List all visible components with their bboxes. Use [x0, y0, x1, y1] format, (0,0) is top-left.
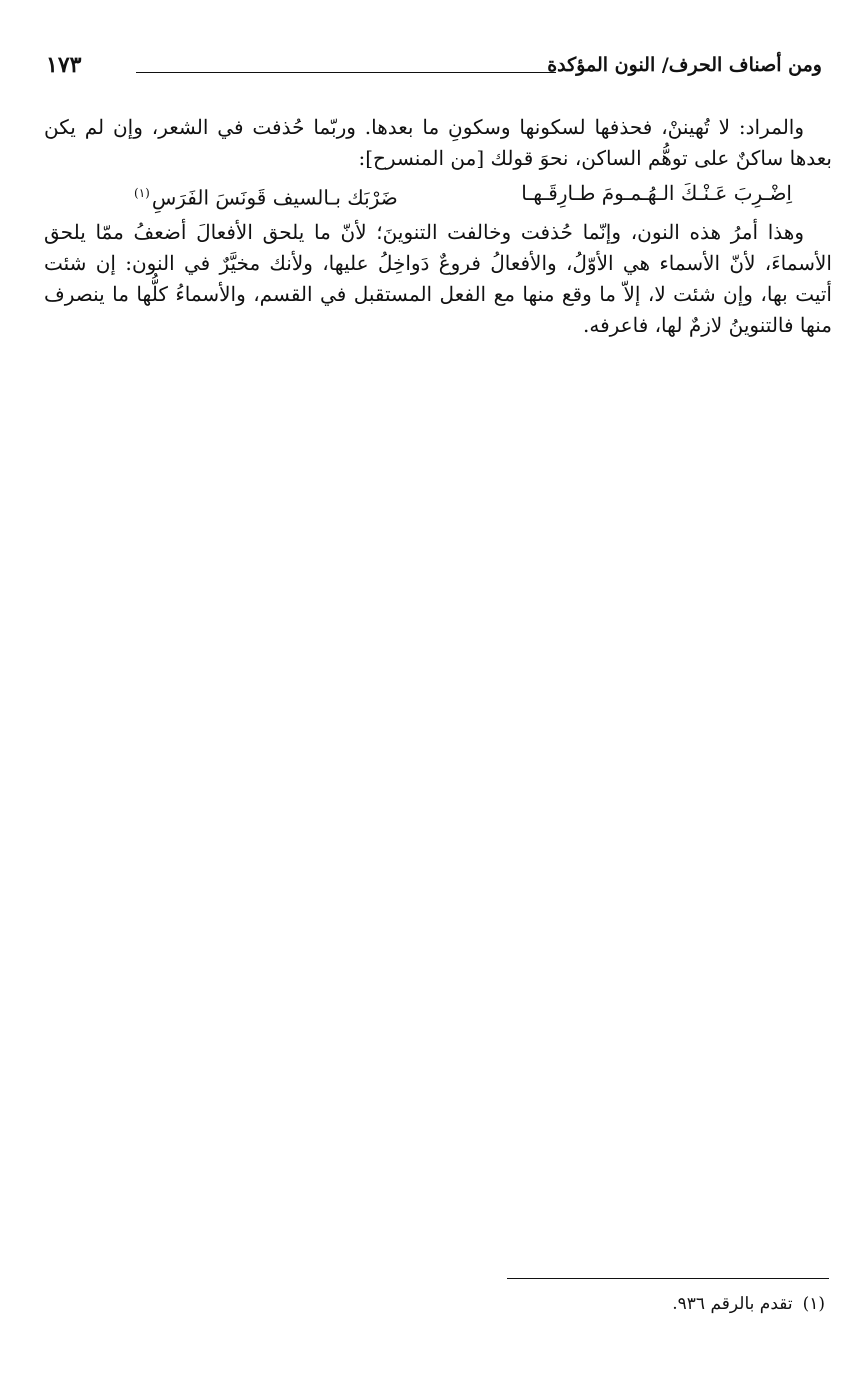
verse-second-text: ضَرْبَك بـالسيف قَونَسَ الفَرَسِ — [151, 185, 398, 210]
verse-first-hemistich: اِضْـرِبَ عَـنْـكَ الـهُـمـومَ طـارِقَـهـا — [521, 181, 792, 205]
footnote — [672, 1294, 825, 1314]
footnote-marker: (١) — [802, 1294, 825, 1314]
footnote-reference[interactable]: (١) — [134, 186, 150, 200]
footnote-text: تقدم بالرقم ٩٣٦. — [672, 1294, 793, 1314]
header-title: ومن أصناف الحرف/ النون المؤكدة — [547, 54, 822, 76]
page-number: ١٧٣ — [46, 52, 82, 78]
running-header — [40, 52, 822, 88]
paragraph-1: والمراد: لا تُهيننْ، فحذفها لسكونها وسكونِ ما بعدها. وربّما حُذفت في الشعر، وإن لم يكن بعدها ساكنٌ على توهُّم الساكن، نحوَ قولك [من المنسرح]: — [44, 115, 832, 170]
header-rule — [136, 72, 556, 73]
paragraph-2: وهذا أمرُ هذه النون، وإنّما حُذفت وخالفت التنوينَ؛ لأنّ ما يلحق الأفعالَ أضعفُ ممّا يلحق الأسماءَ، لأنّ الأسماء هي الأوّلُ، والأفعالُ فروعٌ دَواخِلُ عليها، ولأنك مخيَّرٌ في النون: إن شئت أتيت بها، وإن شئت لا، إلاّ ما وقع منها مع الفعل المستقبل في القسم، والأسماءُ كلُّها ما ينصرف منها فالتنوينُ لازمٌ لها، فاعرفه. — [44, 219, 832, 337]
footnote-rule — [507, 1278, 829, 1279]
poetry-verse — [44, 174, 832, 217]
verse-second-hemistich — [134, 176, 398, 215]
main-text — [44, 112, 832, 341]
